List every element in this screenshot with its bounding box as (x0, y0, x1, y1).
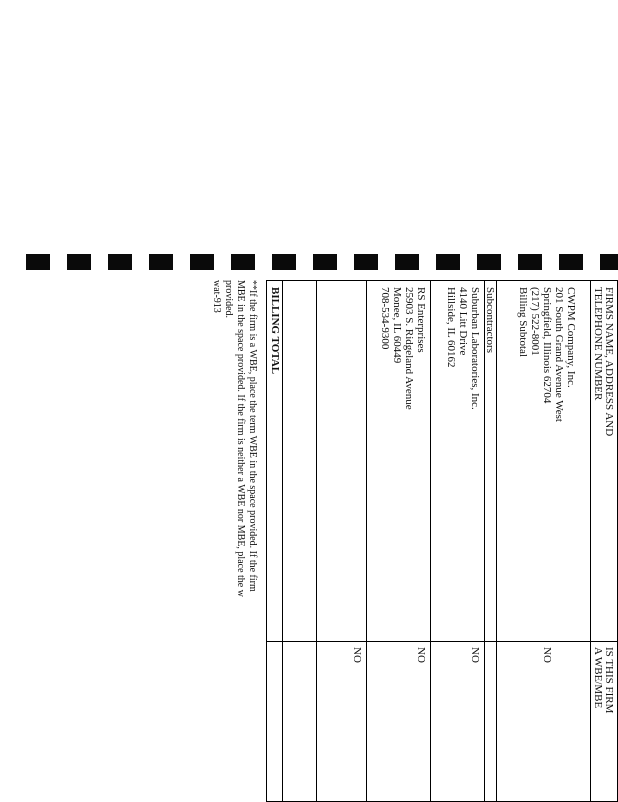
firm3-address1: 25903 S. Ridgeland Avenue (403, 287, 415, 410)
firm3-wbe: NO (415, 647, 427, 663)
row-line-4 (366, 281, 367, 801)
row-line-1 (496, 281, 497, 801)
firm2-name: Suburban Laboratories, Inc. (469, 287, 481, 410)
col1-header-line1: FIRMS NAME, ADDRESS AND (603, 287, 615, 437)
footnote-line3: provided. (223, 280, 234, 319)
firm1-phone: (217) 522-8001 (529, 287, 541, 356)
rotated-form (178, 280, 618, 800)
col2-header-line2: A WBE/MBE (592, 647, 604, 709)
firms-table (266, 280, 618, 802)
firm1-label: Billing Subtotal (517, 287, 529, 357)
row-line-6 (282, 281, 283, 801)
firm2-address2: Hillside, IL 60162 (445, 287, 457, 368)
footnote-line4: wat-913 (211, 280, 222, 313)
col1-header-line2: TELEPHONE NUMBER (592, 287, 604, 401)
firm3-phone: 708-534-9300 (379, 287, 391, 350)
firm3-address2: Monee, IL 60449 (391, 287, 403, 364)
billing-total-label: BILLING TOTAL (269, 287, 281, 375)
firm1-address2: Springfield, Illinois 62704 (541, 287, 553, 404)
firm2-wbe: NO (469, 647, 481, 663)
firm2-address1: 4140 Litt Drive (457, 287, 469, 356)
firm3-name: RS Enterprises (415, 287, 427, 353)
column-divider (267, 641, 617, 642)
firm1-wbe: NO (541, 647, 553, 663)
row-line-5 (316, 281, 317, 801)
firm1-name: CWPM Company, Inc. (565, 287, 577, 388)
firm4-wbe: NO (351, 647, 363, 663)
header-row-line (590, 281, 591, 801)
firm1-address1: 201 South Grand Avenue West (553, 287, 565, 422)
footnote (210, 280, 258, 800)
subcontractors-label: Subcontractors (484, 287, 496, 353)
footnote-line1: **If the firm is a WBE, place the term WBE in the space provided. If the firm (247, 280, 258, 592)
col2-header-line1: IS THIS FIRM (603, 647, 615, 714)
row-line-2 (484, 281, 485, 801)
footnote-line2: MBE in the space provided. If the firm is neither a WBE nor MBE, place the w (235, 280, 246, 597)
row-line-3 (430, 281, 431, 801)
